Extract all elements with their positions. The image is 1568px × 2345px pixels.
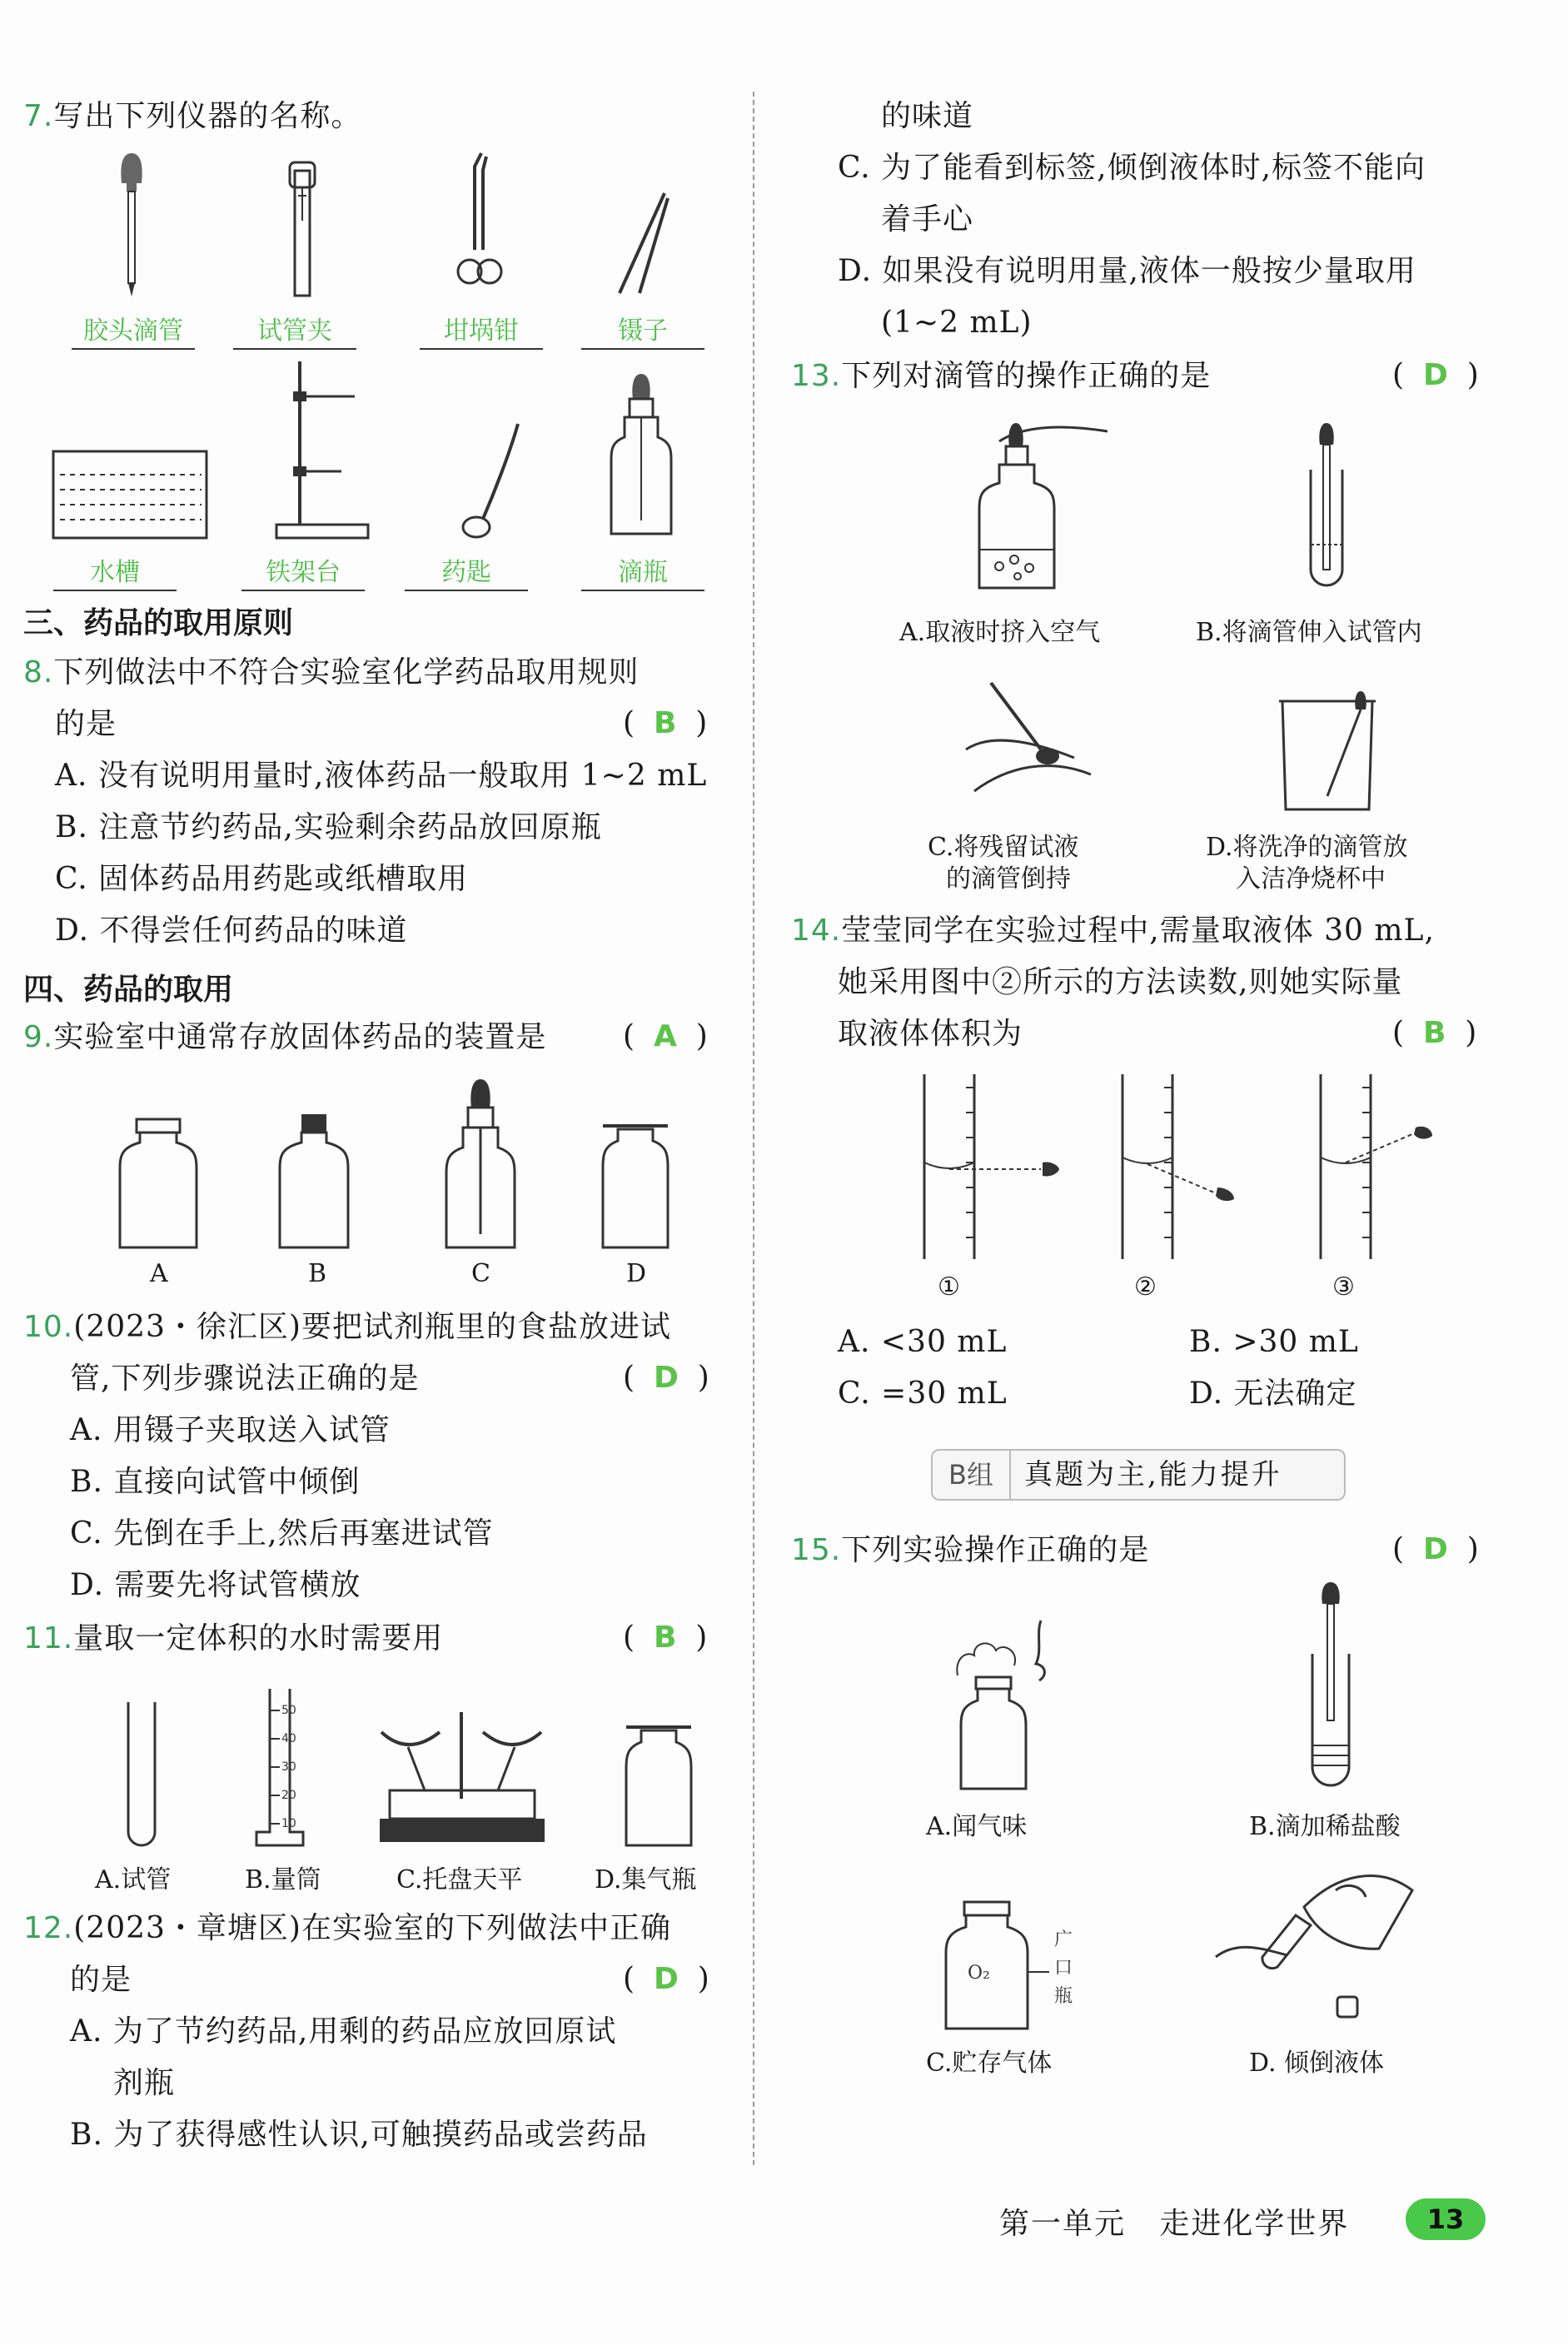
option-d: D. 需要先将试管横放 <box>70 1568 361 1602</box>
option-c: C. 先倒在手上,然后再塞进试管 <box>70 1516 494 1551</box>
figure-caption: B.滴加稀盐酸 <box>1249 1812 1401 1841</box>
option-a: A. 没有说明用量时,液体药品一般取用 1~2 mL <box>55 759 708 793</box>
question-number: 10. <box>23 1310 74 1344</box>
reading-looking-up-illustration <box>1312 1071 1479 1262</box>
answer-bracket: ( D ) <box>1392 1532 1479 1566</box>
reading-level-illustration <box>916 1071 1083 1262</box>
cylinder-tick-label: 30 <box>281 1760 296 1774</box>
answer-bracket: ( D ) <box>623 1361 709 1395</box>
figure-label: A <box>150 1259 168 1288</box>
gas-jar-illustration <box>598 1123 673 1251</box>
jar-label-char: 瓶 <box>1054 1986 1073 2007</box>
tweezers-illustration <box>615 190 673 298</box>
answer-letter: D <box>653 1962 679 1996</box>
narrow-mouth-bottle-illustration <box>276 1113 351 1251</box>
answer-blank: 胶头滴管 <box>72 310 195 350</box>
dropper-in-beaker-illustration <box>1277 688 1386 813</box>
cylinder-tick-label: 20 <box>281 1789 296 1802</box>
option-a: A. 为了节约药品,用剩的药品应放回原试 <box>70 2014 617 2049</box>
answer-letter: B <box>653 1621 677 1655</box>
inverted-dropper-illustration <box>958 666 1108 808</box>
figure-caption: 的滴管倒持 <box>946 864 1071 894</box>
figure-label: ① <box>938 1272 960 1302</box>
figure-caption: C.将残留试液 <box>928 833 1079 862</box>
answer-blank: 药匙 <box>405 551 528 591</box>
question-text-cont: 她采用图中②所示的方法读数,则她实际量 <box>838 965 1403 999</box>
option-b: B. 注意节约药品,实验剩余药品放回原瓶 <box>55 810 602 844</box>
figure-caption: A.取液时挤入空气 <box>899 618 1101 647</box>
figure-label: C.托盘天平 <box>396 1865 523 1894</box>
adding-acid-illustration <box>1306 1579 1356 1792</box>
gas-jar-illustration <box>623 1724 694 1849</box>
question-7 <box>23 98 361 134</box>
pouring-liquid-illustration <box>1212 1857 1429 2024</box>
reading-looking-down-illustration <box>1114 1071 1281 1262</box>
question-text: (2023・章塘区)在实验室的下列做法中正确 <box>73 1911 671 1945</box>
question-10 <box>23 1309 671 1345</box>
question-number: 13. <box>791 359 842 393</box>
answer-letter: D <box>1422 1532 1448 1566</box>
figure-caption: C.贮存气体 <box>926 2049 1053 2078</box>
figure-caption: D.将洗净的滴管放 <box>1206 833 1408 862</box>
question-text: 量取一定体积的水时需要用 <box>73 1621 444 1655</box>
question-number: 11. <box>23 1621 74 1655</box>
option-d: D. 无法确定 <box>1189 1377 1357 1411</box>
question-12 <box>23 1910 671 1946</box>
dropper-bottle-illustration <box>443 1076 518 1251</box>
column-divider <box>753 92 754 2165</box>
question-13 <box>791 358 1211 394</box>
cylinder-tick-label: 50 <box>281 1704 296 1717</box>
option-d: D. 不得尝任何药品的味道 <box>55 914 408 948</box>
jar-label-char: 广 <box>1054 1929 1073 1950</box>
question-text: 写出下列仪器的名称。 <box>53 99 362 133</box>
option-b: B. >30 mL <box>1189 1325 1359 1359</box>
figure-label: C <box>471 1259 490 1288</box>
question-number: 12. <box>23 1911 74 1945</box>
answer-bracket: ( D ) <box>1392 358 1479 392</box>
dropping-bottle-illustration <box>608 371 674 541</box>
option-a-cont: 剂瓶 <box>113 2066 176 2100</box>
question-text: (2023・徐汇区)要把试剂瓶里的食盐放进试 <box>73 1310 671 1344</box>
answer-bracket: ( B ) <box>623 1621 708 1655</box>
question-11 <box>23 1621 443 1656</box>
dropper-illustration <box>115 150 148 300</box>
question-text-cont: 管,下列步骤说法正确的是 <box>70 1362 420 1396</box>
answer-letter: A <box>653 1019 677 1053</box>
question-number: 9. <box>23 1020 54 1054</box>
balance-illustration <box>375 1707 550 1849</box>
figure-label: D <box>626 1259 647 1288</box>
option-b: B. 为了获得感性认识,可触摸药品或尝药品 <box>70 2118 648 2152</box>
question-8 <box>23 655 639 690</box>
crucible-tongs-illustration <box>450 150 508 291</box>
option-c: C. 为了能看到标签,倾倒液体时,标签不能向 <box>838 151 1426 185</box>
answer-bracket: ( B ) <box>623 706 708 740</box>
figure-label: D.集气瓶 <box>595 1865 697 1894</box>
question-text: 下列实验操作正确的是 <box>841 1533 1150 1567</box>
answer-blank: 铁架台 <box>241 551 365 591</box>
option-c-cont: 着手心 <box>881 202 974 236</box>
question-number: 7. <box>23 99 54 133</box>
smelling-gas-illustration <box>949 1617 1066 1792</box>
section-heading: 三、药品的取用原则 <box>23 606 294 640</box>
question-15 <box>791 1532 1149 1568</box>
footer-title: 走进化学世界 <box>1159 2207 1350 2241</box>
figure-label: ② <box>1134 1272 1157 1302</box>
figure-caption: 入洁净烧杯中 <box>1236 864 1386 894</box>
question-text: 实验室中通常存放固体药品的装置是 <box>53 1020 547 1054</box>
answer-blank: 镊子 <box>581 310 704 350</box>
figure-label: B <box>308 1259 327 1288</box>
question-number: 15. <box>791 1533 842 1567</box>
question-text-cont: 的是 <box>55 707 117 741</box>
wide-mouth-bottle-illustration <box>117 1118 200 1251</box>
figure-label: B.量筒 <box>245 1865 321 1894</box>
answer-letter: D <box>1422 358 1448 392</box>
jar-label-char: 口 <box>1054 1958 1073 1979</box>
dropper-bottle-air-illustration <box>966 416 1116 600</box>
answer-bracket: ( B ) <box>1392 1016 1477 1050</box>
answer-letter: B <box>653 706 677 740</box>
group-title: 真题为主,能力提升 <box>1024 1458 1282 1491</box>
question-number: 14. <box>791 914 842 948</box>
question-9 <box>23 1019 546 1055</box>
answer-bracket: ( D ) <box>623 1962 709 1996</box>
answer-blank: 坩埚钳 <box>420 310 543 350</box>
option-d-cont: (1~2 mL) <box>881 306 1033 340</box>
test-tube-holder-illustration <box>281 154 323 296</box>
footer-unit-title <box>999 2200 1349 2243</box>
question-text: 下列对滴管的操作正确的是 <box>841 359 1212 393</box>
option-c: C. 固体药品用药匙或纸槽取用 <box>55 862 469 896</box>
cylinder-tick-label: 40 <box>281 1732 296 1745</box>
option-b-cont: 的味道 <box>881 99 974 133</box>
question-text: 莹莹同学在实验过程中,需量取液体 30 mL, <box>841 914 1435 948</box>
answer-letter: B <box>1422 1016 1446 1050</box>
figure-label: A.试管 <box>95 1865 172 1894</box>
group-b-badge <box>931 1449 1346 1501</box>
option-b: B. 直接向试管中倾倒 <box>70 1465 361 1499</box>
iron-stand-illustration <box>275 358 375 541</box>
question-text: 下列做法中不符合实验室化学药品取用规则 <box>53 655 640 690</box>
group-label: B组 <box>933 1451 1011 1499</box>
water-trough-illustration <box>52 450 210 541</box>
answer-blank: 水槽 <box>53 551 177 591</box>
cylinder-tick-label: 10 <box>281 1817 296 1830</box>
question-14 <box>791 913 1435 948</box>
option-a: A. 用镊子夹取送入试管 <box>70 1413 391 1447</box>
footer-unit: 第一单元 <box>999 2207 1127 2241</box>
section-heading: 四、药品的取用 <box>23 973 234 1007</box>
figure-caption: D. 倾倒液体 <box>1249 2049 1385 2078</box>
graduated-cylinder-illustration <box>250 1685 316 1849</box>
answer-bracket: ( A ) <box>623 1019 708 1053</box>
storing-gas-illustration <box>941 1899 1083 2032</box>
question-number: 8. <box>23 655 54 690</box>
figure-caption: B.将滴管伸入试管内 <box>1196 618 1422 647</box>
option-c: C. =30 mL <box>838 1377 1008 1411</box>
figure-caption: A.闻气味 <box>926 1812 1028 1841</box>
question-text-cont: 取液体体积为 <box>838 1017 1023 1051</box>
test-tube-illustration <box>125 1699 158 1849</box>
dropper-in-tube-illustration <box>1306 420 1347 595</box>
answer-letter: D <box>653 1361 679 1395</box>
gas-label: O₂ <box>968 1963 990 1984</box>
option-a: A. <30 mL <box>838 1325 1008 1359</box>
answer-blank: 滴瓶 <box>581 551 704 591</box>
question-text-cont: 的是 <box>70 1963 132 1997</box>
figure-label: ③ <box>1332 1272 1355 1302</box>
spatula-illustration <box>460 421 526 541</box>
answer-blank: 试管夹 <box>233 310 356 350</box>
option-d: D. 如果没有说明用量,液体一般按少量取用 <box>838 254 1416 288</box>
page-number: 13 <box>1406 2198 1486 2240</box>
